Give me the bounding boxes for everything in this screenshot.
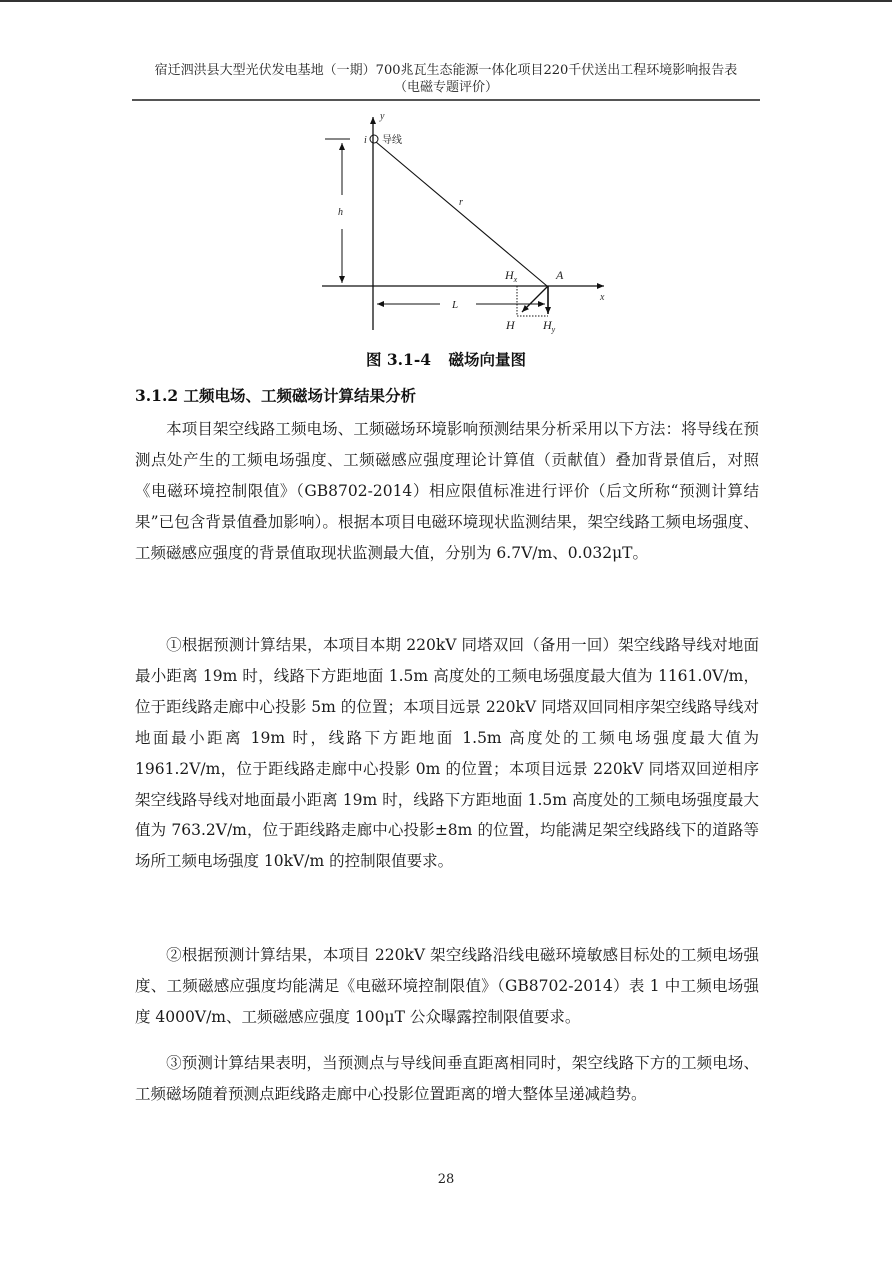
paragraph-text: ③预测计算结果表明，当预测点与导线间垂直距离相同时，架空线路下方的工频电场、工频磁场随着预测点距线路走廊中心投影位置距离的增大整体呈递减趋势。 <box>135 1054 759 1103</box>
x-axis-label: x <box>600 292 605 303</box>
paragraph-text: 本项目架空线路工频电场、工频磁场环境影响预测结果分析采用以下方法：将导线在预测点处产生的工频电场强度、工频磁感应强度理论计算值（贡献值）叠加背景值后，对照《电磁环境控制限值》（GB8702-2014）相应限值标准进行评价（后文所称“预测计算结果”已包含背景值叠加影响）。根据本项目电磁环境现状监测结果，架空线路工频电场强度、工频磁感应强度的背景值取现状监测最大值，分别为 6.7V/m、0.032μT。 <box>135 420 759 562</box>
hx-label-main: H <box>505 268 514 282</box>
section-heading: 3.1.2 工频电场、工频磁场计算结果分析 <box>135 386 417 405</box>
hy-label-main: H <box>543 318 552 332</box>
paragraph-result-3 <box>135 1048 759 1110</box>
hy-label <box>542 318 556 334</box>
distance-label: L <box>452 299 459 311</box>
y-axis-label: y <box>380 111 385 122</box>
hy-label-sub: y <box>551 325 556 334</box>
header-divider <box>132 99 760 101</box>
header-title: 宿迁泗洪县大型光伏发电基地（一期）700兆瓦生态能源一体化项目220千伏送出工程环境影响报告表 <box>154 63 738 78</box>
page-number: 28 <box>437 1172 455 1187</box>
point-a-label: A <box>556 268 564 282</box>
paragraph-result-2 <box>135 940 759 1033</box>
hx-label-sub: x <box>513 275 518 284</box>
paragraph-text: ①根据预测计算结果，本项目本期 220kV 同塔双回（备用一回）架空线路导线对地面最小距离 19m 时，线路下方距地面 1.5m 高度处的工频电场强度最大值为 1161.0V/m，位于距线路走廊中心投影 5m 的位置；本项目远景 220kV 同塔双回同相序架空线路导线对地面最小距离 19m 时，线路下方距地面 1.5m 高度处的工频电场强度最大值为 1961.2V/m，位于距线路走廊中心投影 0m 的位置；本项目远景 220kV 同塔双回逆相序架空线路导线对地面最小距离 19m 时，线路下方距地面 1.5m 高度处的工频电场强度最大值为 763.2V/m，位于距线路走廊中心投影±8m 的位置，均能满足架空线路线下的道路等场所工频电场强度 10kV/m 的控制限值要求。 <box>135 636 759 871</box>
figure-title: 磁场向量图 <box>448 350 526 369</box>
paragraph-text: ②根据预测计算结果，本项目 220kV 架空线路沿线电磁环境敏感目标处的工频电场强度、工频磁感应强度均能满足《电磁环境控制限值》（GB8702-2014）表 1 中工频电场强度 4000V/m、工频磁感应强度 100μT 公众曝露控制限值要求。 <box>135 946 759 1026</box>
conductor-label: 导线 <box>382 135 402 146</box>
hx-label <box>504 268 518 284</box>
header-subtitle: （电磁专题评价） <box>393 80 498 95</box>
h-label: H <box>506 318 515 332</box>
conductor-index-label: i <box>364 135 367 146</box>
magnetic-field-vector-diagram <box>310 105 620 345</box>
paragraph-result-1 <box>135 630 759 877</box>
conductor-icon <box>370 135 378 143</box>
height-label: h <box>338 207 343 218</box>
radius-line <box>376 142 547 286</box>
radius-label: r <box>459 197 463 208</box>
page-top-border <box>0 0 892 2</box>
figure-caption <box>0 348 892 370</box>
figure-number: 图 3.1-4 <box>365 350 432 369</box>
running-header <box>130 62 762 96</box>
paragraph-method <box>135 414 759 569</box>
h-vector <box>522 286 548 312</box>
